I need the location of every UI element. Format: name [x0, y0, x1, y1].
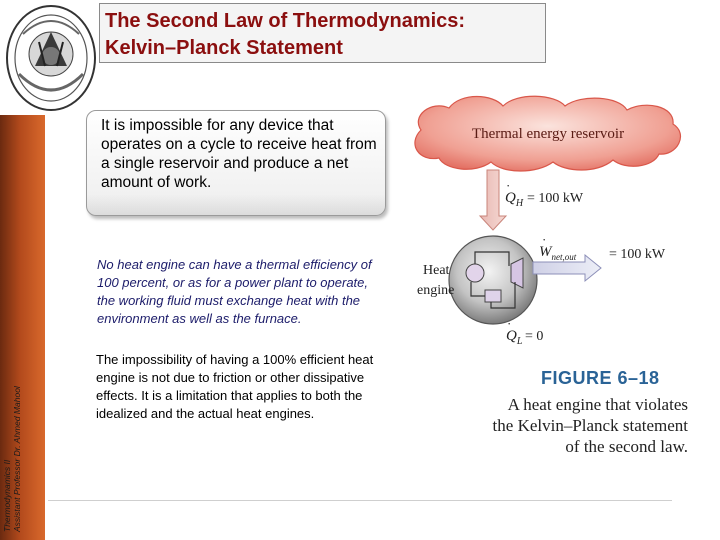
- ql-symbol: $Q_L$: [506, 328, 523, 347]
- ql-value: = 0: [525, 329, 544, 344]
- sidebar-course: Thermodynamics II: [2, 459, 12, 532]
- kelvin-planck-statement: It is impossible for any device that operates on a cycle to receive heat from a single reservoir and produce a net amount of work.: [86, 110, 386, 216]
- caption-line-3: of the second law.: [565, 437, 688, 456]
- sidebar-author: Assistant Professor Dr. Ahmed Mahool: [12, 386, 22, 532]
- wnet-symbol: $W_{net,out}$: [539, 244, 577, 262]
- reservoir-label: Thermal energy reservoir: [471, 126, 625, 142]
- reservoir-cloud: [415, 96, 681, 171]
- wnet-value: = 100 kW: [609, 247, 666, 262]
- qh-value: = 100 kW: [527, 191, 584, 206]
- caption-line-2: the Kelvin–Planck statement: [492, 416, 688, 435]
- figure-caption: [430, 394, 688, 457]
- title-line-2: Kelvin–Planck Statement: [105, 37, 343, 59]
- qh-symbol: $Q_H$: [505, 190, 524, 209]
- university-seal-icon: [5, 4, 97, 112]
- sidebar-bar: [0, 115, 45, 540]
- svg-text:·: ·: [506, 178, 511, 193]
- figure-number: FIGURE 6–18: [541, 368, 660, 388]
- slide-title: [99, 3, 546, 63]
- sidebar-caption: [2, 112, 42, 532]
- engine-label-1: Heat: [423, 263, 450, 278]
- footer-divider: [48, 500, 672, 501]
- plain-paragraph: The impossibility of having a 100% efficient heat engine is not due to friction or other dissipative effects. It is a limitation that applies to both the idealized and the actual heat engines.: [96, 352, 374, 421]
- engine-circle: [449, 236, 537, 324]
- qh-arrow-icon: [480, 170, 506, 230]
- heat-engine-figure: [405, 90, 710, 355]
- engine-label-2: engine: [417, 283, 455, 298]
- italic-paragraph: No heat engine can have a thermal efficiency of 100 percent, or as for a power plant to operate, the working fluid must exchange heat with the environment as well as the furnace.: [97, 257, 372, 326]
- title-line-1: The Second Law of Thermodynamics:: [105, 10, 466, 32]
- caption-line-1: A heat engine that violates: [507, 395, 688, 414]
- svg-text:·: ·: [507, 316, 512, 331]
- svg-text:·: ·: [542, 232, 547, 247]
